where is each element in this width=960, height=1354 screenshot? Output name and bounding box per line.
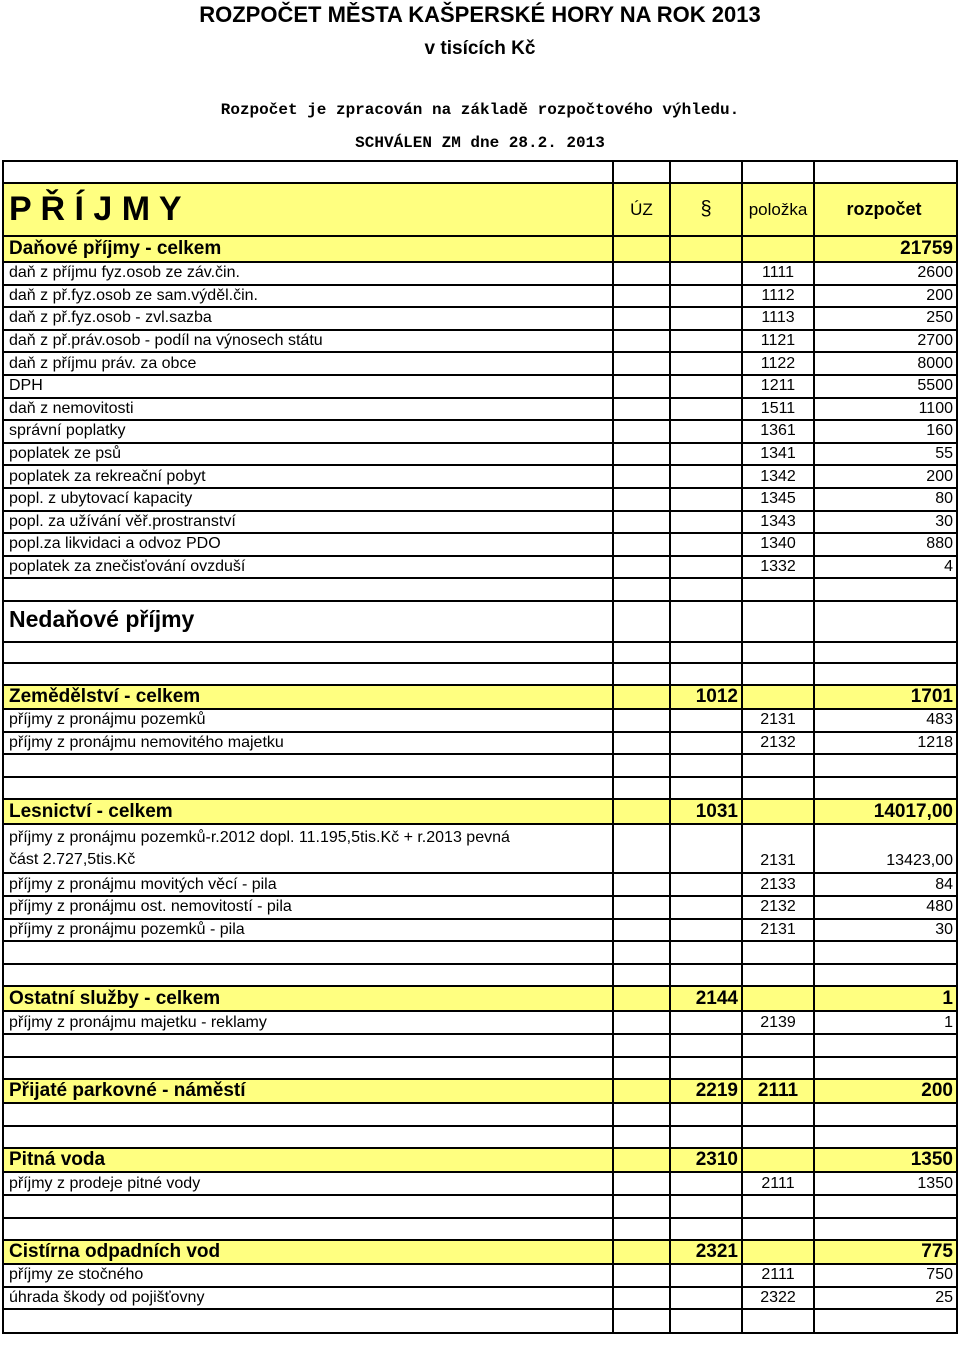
row-value: 1350 — [917, 1174, 953, 1192]
row-value: 200 — [926, 467, 953, 485]
row-polozka: 2111 — [743, 1265, 815, 1286]
row-polozka: 1345 — [743, 489, 815, 510]
parkovne-total-row — [2, 1080, 956, 1104]
row-polozka: 2132 — [743, 897, 815, 918]
row-polozka: 1341 — [743, 444, 815, 465]
row-polozka: 1340 — [743, 534, 815, 555]
row-polozka: 1122 — [743, 353, 815, 374]
row-polozka: 2132 — [743, 733, 815, 754]
row-value: 483 — [926, 711, 953, 729]
spacer-row — [2, 162, 956, 184]
row-polozka: 1332 — [743, 557, 815, 578]
table-row — [2, 421, 956, 444]
row-polozka: 1111 — [743, 263, 815, 284]
row-label: příjmy ze stočného — [4, 1265, 614, 1286]
row-label: popl. z ubytovací kapacity — [4, 489, 614, 510]
lesnictvi-total: 14017,00 — [873, 800, 953, 822]
page-title: ROZPOČET MĚSTA KAŠPERSKÉ HORY NA ROK 2013 — [199, 2, 761, 27]
lesnictvi-multi-label-2: část 2.727,5tis.Kč — [9, 850, 136, 868]
budget-table — [2, 160, 958, 1334]
cisterna-para: 2321 — [671, 1241, 743, 1263]
voda-total-row — [2, 1149, 956, 1173]
zemedelstvi-total: 1701 — [910, 686, 953, 708]
table-row — [2, 286, 956, 309]
row-label: poplatek ze psů — [4, 444, 614, 465]
row-polozka: 2131 — [743, 710, 815, 731]
parkovne-pol: 2111 — [743, 1080, 815, 1102]
col-uz: ÚZ — [614, 184, 671, 235]
row-value: 250 — [926, 309, 953, 327]
row-label: úhrada škody od pojišťovny — [4, 1288, 614, 1309]
row-label: daň z př.fyz.osob ze sam.výděl.čin. — [4, 286, 614, 307]
zemedelstvi-total-row — [2, 686, 956, 710]
voda-title: Pitná voda — [4, 1149, 614, 1171]
row-label: popl.za likvidaci a odvoz PDO — [4, 534, 614, 555]
cisterna-total: 775 — [921, 1241, 953, 1263]
row-label: poplatek za znečisťování ovzduší — [4, 557, 614, 578]
row-polozka: 1511 — [743, 399, 815, 420]
table-row — [2, 512, 956, 535]
lesnictvi-multiline-row — [2, 825, 956, 874]
note-approved: SCHVÁLEN ZM dne 28.2. 2013 — [355, 134, 605, 152]
spacer-row — [2, 1104, 956, 1127]
table-row — [2, 1173, 956, 1196]
table-row — [2, 331, 956, 354]
dane-total: 21759 — [900, 238, 953, 259]
table-row — [2, 376, 956, 399]
row-value: 880 — [926, 535, 953, 553]
ostatni-title: Ostatní služby - celkem — [4, 987, 614, 1010]
zemedelstvi-para: 1012 — [671, 686, 743, 708]
voda-total: 1350 — [910, 1149, 953, 1171]
dane-title: Daňové příjmy - celkem — [4, 237, 614, 261]
spacer-row — [2, 579, 956, 602]
note-basis: Rozpočet je zpracován na základě rozpočtového výhledu. — [220, 101, 740, 119]
spacer-row — [2, 1035, 956, 1058]
row-polozka: 1121 — [743, 331, 815, 352]
row-value: 160 — [926, 422, 953, 440]
row-value: 750 — [926, 1266, 953, 1284]
spacer-row — [2, 942, 956, 965]
spacer-row — [2, 664, 956, 687]
col-paragraph: § — [671, 184, 743, 235]
table-row — [2, 897, 956, 920]
table-row — [2, 353, 956, 376]
zemedelstvi-title: Zemědělství - celkem — [4, 686, 614, 708]
row-label: daň z příjmu práv. za obce — [4, 353, 614, 374]
table-row — [2, 710, 956, 733]
nedanove-row — [2, 602, 956, 641]
row-label: popl. za užívání věř.prostranství — [4, 512, 614, 533]
row-polozka: 2139 — [743, 1012, 815, 1033]
dane-total-row — [2, 237, 956, 263]
row-label: daň z př.fyz.osob - zvl.sazba — [4, 308, 614, 329]
row-value: 25 — [935, 1289, 953, 1307]
row-value: 30 — [935, 920, 953, 938]
row-value: 2700 — [917, 332, 953, 350]
row-label: příjmy z pronájmu majetku - reklamy — [4, 1012, 614, 1033]
lesnictvi-para: 1031 — [671, 800, 743, 823]
table-row — [2, 733, 956, 756]
table-row — [2, 444, 956, 467]
lesnictvi-multi-val: 13423,00 — [886, 852, 953, 870]
row-polozka: 1112 — [743, 286, 815, 307]
row-value: 1 — [944, 1013, 953, 1031]
row-value: 1218 — [917, 733, 953, 751]
table-row — [2, 399, 956, 422]
row-label: příjmy z pronájmu ost. nemovitostí - pila — [4, 897, 614, 918]
row-polozka: 2322 — [743, 1288, 815, 1309]
spacer-row — [2, 755, 956, 778]
row-polozka: 1211 — [743, 376, 815, 397]
col-rozpocet: rozpočet — [846, 199, 922, 219]
col-polozka: položka — [743, 184, 815, 235]
row-label: poplatek za rekreační pobyt — [4, 466, 614, 487]
lesnictvi-title: Lesnictví - celkem — [4, 800, 614, 823]
row-polozka: 2111 — [743, 1173, 815, 1194]
row-label: příjmy z prodeje pitné vody — [4, 1173, 614, 1194]
parkovne-total: 200 — [921, 1080, 953, 1102]
row-value: 30 — [935, 512, 953, 530]
row-label: příjmy z pronájmu pozemků — [4, 710, 614, 731]
table-row — [2, 1288, 956, 1311]
table-row — [2, 920, 956, 943]
row-label: příjmy z pronájmu nemovitého majetku — [4, 733, 614, 754]
spacer-row — [2, 1219, 956, 1242]
row-value: 80 — [935, 490, 953, 508]
spacer-row — [2, 1058, 956, 1081]
section-title: P Ř Í J M Y — [4, 184, 614, 235]
spacer-row — [2, 1127, 956, 1150]
table-row — [2, 1265, 956, 1288]
row-label: příjmy z pronájmu movitých věcí - pila — [4, 874, 614, 895]
ostatni-para: 2144 — [671, 987, 743, 1010]
row-label: DPH — [4, 376, 614, 397]
row-polozka: 1343 — [743, 512, 815, 533]
cisterna-total-row — [2, 1241, 956, 1265]
row-label: daň z př.práv.osob - podíl na výnosech státu — [4, 331, 614, 352]
spacer-row — [2, 641, 956, 664]
voda-para: 2310 — [671, 1149, 743, 1171]
lesnictvi-multi-pol: 2131 — [743, 825, 815, 872]
cisterna-title: Cistírna odpadních vod — [4, 1241, 614, 1263]
table-row — [2, 308, 956, 331]
row-label: daň z nemovitosti — [4, 399, 614, 420]
row-value: 8000 — [917, 354, 953, 372]
row-polozka: 2131 — [743, 920, 815, 941]
row-value: 4 — [944, 558, 953, 576]
row-label: správní poplatky — [4, 421, 614, 442]
row-value: 480 — [926, 898, 953, 916]
table-row — [2, 874, 956, 897]
row-label: příjmy z pronájmu pozemků - pila — [4, 920, 614, 941]
row-label: daň z příjmu fyz.osob ze záv.čin. — [4, 263, 614, 284]
page-subtitle: v tisících Kč — [424, 38, 536, 59]
row-value: 84 — [935, 875, 953, 893]
table-row — [2, 534, 956, 557]
nedanove-title: Nedaňové příjmy — [4, 602, 614, 641]
parkovne-para: 2219 — [671, 1080, 743, 1102]
table-row — [2, 557, 956, 580]
table-header-row — [2, 184, 956, 237]
table-row — [2, 466, 956, 489]
row-value: 55 — [935, 445, 953, 463]
row-value: 5500 — [917, 377, 953, 395]
spacer-row — [2, 1310, 956, 1334]
table-row — [2, 263, 956, 286]
spacer-row — [2, 965, 956, 988]
lesnictvi-total-row — [2, 800, 956, 825]
row-value: 1100 — [918, 399, 953, 417]
row-value: 200 — [926, 286, 953, 304]
row-polozka: 1361 — [743, 421, 815, 442]
ostatni-total: 1 — [942, 987, 953, 1009]
spacer-row — [2, 1196, 956, 1219]
table-row — [2, 489, 956, 512]
row-polozka: 1113 — [743, 308, 815, 329]
lesnictvi-multi-label-1: příjmy z pronájmu pozemků-r.2012 dopl. 11.195,5tis.Kč + r.2013 pevná — [9, 828, 510, 846]
row-polozka: 1342 — [743, 466, 815, 487]
table-row — [2, 1012, 956, 1035]
spacer-row — [2, 778, 956, 801]
parkovne-title: Přijaté parkovné - náměstí — [4, 1080, 614, 1102]
ostatni-total-row — [2, 987, 956, 1012]
row-polozka: 2133 — [743, 874, 815, 895]
row-value: 2600 — [917, 264, 953, 282]
